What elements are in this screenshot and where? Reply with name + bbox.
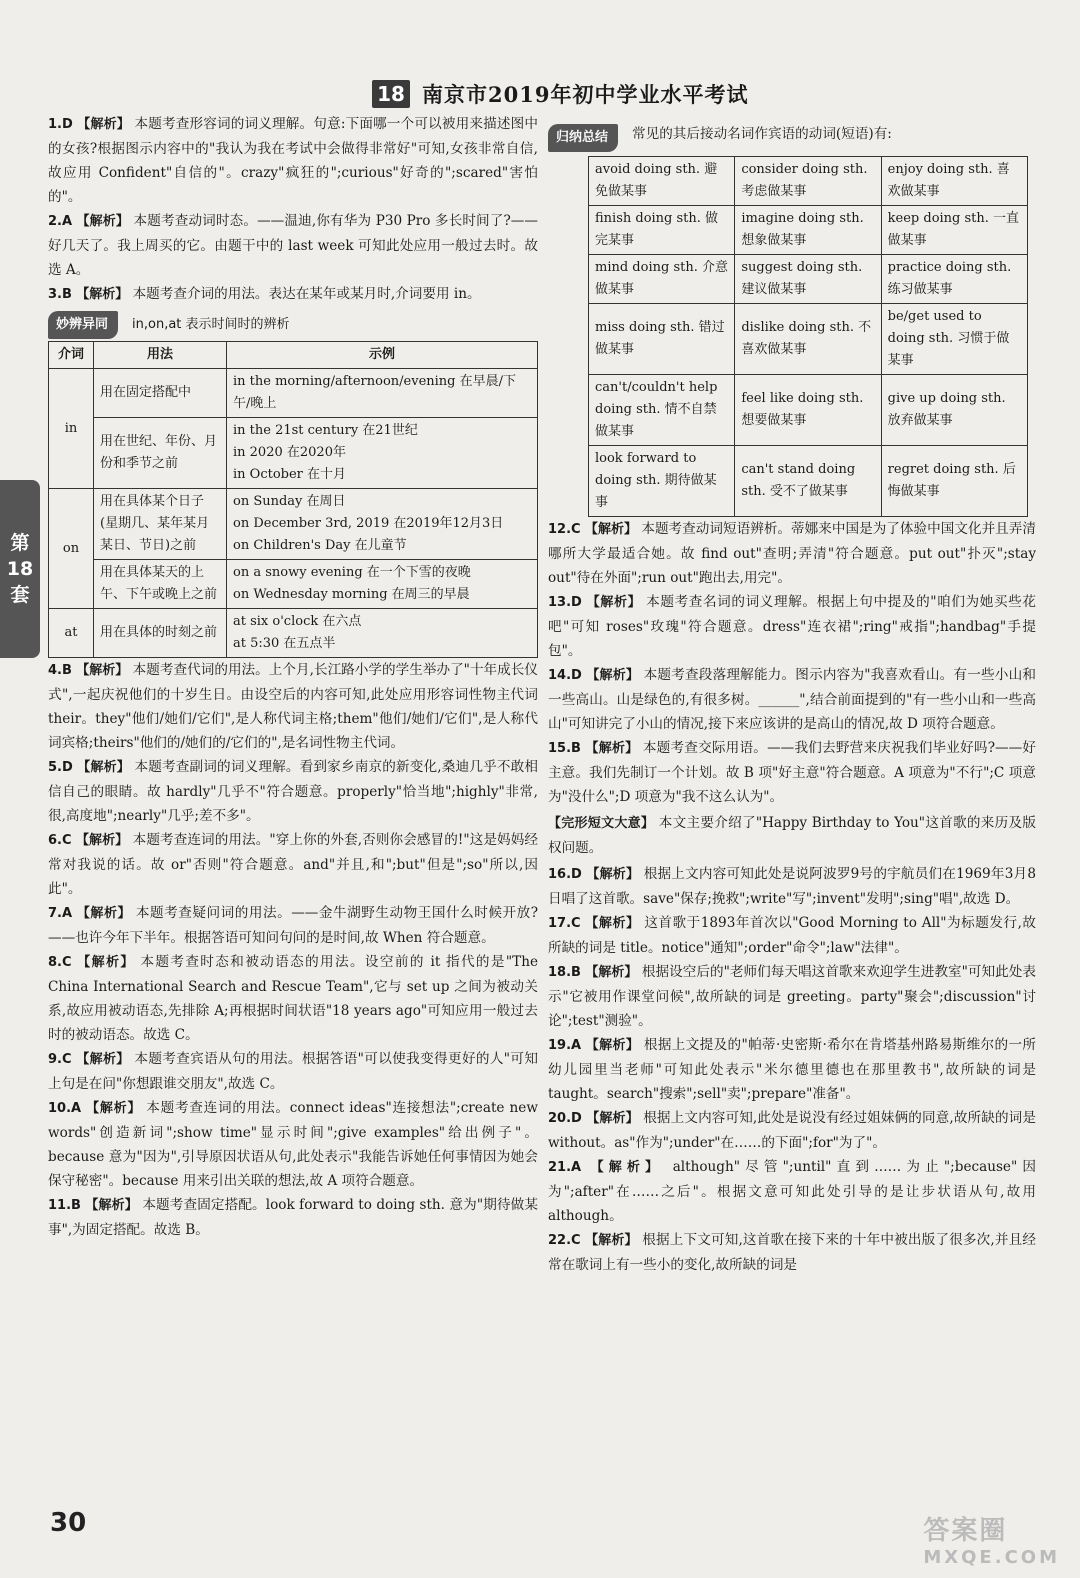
compare-pill: 妙辨异同: [48, 311, 118, 339]
analysis-tag: 【解析】: [77, 117, 130, 132]
prep-header-example: 示例: [227, 342, 538, 369]
example-cell: in the 21st century 在21世纪 in 2020 在2020年 in October 在十月: [227, 418, 538, 489]
question-number: 3.B: [48, 287, 72, 302]
verb-cell: feel like doing sth. 想要做某事: [735, 375, 881, 446]
verb-cell: dislike doing sth. 不喜欢做某事: [735, 304, 881, 375]
analysis-tag: 【解析】: [85, 1198, 138, 1213]
prep-row: [49, 369, 538, 418]
prep-table-header: [49, 342, 538, 369]
analysis-tag: 【解析】: [76, 906, 132, 921]
analysis-text: 本题考查疑问词的用法。——金牛湖野生动物王国什么时候开放?——也许今年下半年。根据答语可知问句问的是时间,故 When 符合题意。: [48, 905, 538, 946]
analysis-text: 根据上下文可知,这首歌在接下来的十年中被出版了很多次,并且经常在歌词上有一些小的变化,故所缺的词是: [548, 1232, 1036, 1273]
analysis-text: 这首歌于1893年首次以"Good Morning to All"为标题发行,故所缺的词是 title。notice"通知";order"命令";law"法律"。: [548, 915, 1036, 956]
answer-item: [548, 517, 1036, 590]
usage-cell: 用在具体的时刻之前: [94, 609, 227, 658]
question-number: 9.C: [48, 1052, 72, 1067]
analysis-text: 本题考查固定搭配。look forward to doing sth. 意为"期待做某事",为固定搭配。故选 B。: [48, 1197, 538, 1238]
verb-cell: avoid doing sth. 避免做某事: [589, 157, 735, 206]
verb-cell: suggest doing sth. 建议做某事: [735, 255, 881, 304]
analysis-text: 本题考查动词短语辨析。蒂娜来中国是为了体验中国文化并且弄清哪所大学最适合她。故 find out"查明;弄清"符合题意。put out"扑灭";stay out"待在外面";run out"跑出去,用完"。: [548, 521, 1036, 586]
side-tab-line1: 第: [10, 532, 30, 554]
set-number-badge: 18: [372, 80, 410, 108]
analysis-tag: 【解析】: [585, 1038, 640, 1053]
answer-item: [48, 1193, 538, 1242]
analysis-text: 本题考查动词时态。——温迪,你有华为 P30 Pro 多长时间了?——好几天了。我上周买的它。由题干中的 last week 可知此处应用一般过去时。故选 A。: [48, 213, 538, 278]
verb-cell: look forward to doing sth. 期待做某事: [589, 446, 735, 517]
answer-item: [48, 950, 538, 1047]
analysis-tag: 【解析】: [586, 595, 642, 610]
analysis-tag: 【解析】: [586, 1111, 639, 1126]
question-number: 22.C: [548, 1233, 581, 1248]
answer-item: [548, 590, 1036, 663]
analysis-tag: 【解析】: [585, 916, 640, 931]
summary-intro: 常见的其后接动名词作宾语的动词(短语)有:: [632, 126, 892, 142]
analysis-tag: 【解析】: [86, 1101, 142, 1116]
prep-row: [49, 489, 538, 560]
answer-item: [548, 960, 1036, 1033]
verb-cell: finish doing sth. 做完某事: [589, 206, 735, 255]
verb-cell: mind doing sth. 介意做某事: [589, 255, 735, 304]
compare-caption: in,on,at 表示时间时的辨析: [132, 317, 290, 332]
answer-item: [548, 736, 1036, 809]
verb-cell: consider doing sth. 考虑做某事: [735, 157, 881, 206]
analysis-tag: 【解析】: [585, 965, 638, 980]
analysis-text: 本题考查交际用语。——我们去野营来庆祝我们毕业好吗?——好主意。我们先制订一个计划。故 B 项"好主意"符合题意。A 项意为"不行";C 项意为"没什么";D 项意为"我不这么认为"。: [548, 740, 1036, 805]
passage-label: 【完形短文大意】: [548, 816, 655, 831]
analysis-text: 本题考查连词的用法。connect ideas"连接想法";create new words"创造新词";show time"显示时间";give examples"给出例子"。because 意为"因为",引导原因状语从句,此处表示"我能告诉她任何事情因为她会保守秘密"。because 用来引出关联的想法,故 A 项符合题意。: [48, 1100, 538, 1189]
watermark-sub: MXQE.COM: [923, 1547, 1060, 1568]
verb-cell: can't stand doing sth. 受不了做某事: [735, 446, 881, 517]
left-column: [48, 112, 538, 1242]
analysis-tag: 【解析】: [586, 867, 640, 882]
question-number: 19.A: [548, 1038, 582, 1053]
analysis-text: 本题考查名词的词义理解。根据上句中提及的"咱们为她买些花吧"可知 roses"玫瑰"符合题意。dress"连衣裙";ring"戒指";handbag"手提包"。: [548, 594, 1036, 659]
question-number: 1.D: [48, 117, 73, 132]
question-number: 10.A: [48, 1101, 82, 1116]
right-items-b: [548, 862, 1036, 1277]
verb-row: [589, 375, 1028, 446]
question-number: 15.B: [548, 741, 581, 756]
verb-row: [589, 304, 1028, 375]
question-number: 18.B: [548, 965, 581, 980]
analysis-text: 根据上文内容可知,此处是说没有经过姐妹俩的同意,故所缺的词是 without。as"作为";under"在……的下面";for"为了"。: [548, 1110, 1036, 1151]
answer-item: [48, 828, 538, 901]
question-number: 4.B: [48, 663, 72, 678]
verb-row: [589, 206, 1028, 255]
prep-cell: at: [49, 609, 94, 658]
analysis-text: 根据设空后的"老师们每天唱这首歌来欢迎学生进教室"可知此处表示"它被用作课堂问候",故所缺的词是 greeting。party"聚会";discussion"讨论";test"测验"。: [548, 964, 1036, 1029]
passage-summary: [548, 811, 1036, 860]
example-cell: in the morning/afternoon/evening 在早晨/下午/晚上: [227, 369, 538, 418]
question-number: 11.B: [48, 1198, 81, 1213]
verb-row: [589, 157, 1028, 206]
prep-cell: on: [49, 489, 94, 609]
usage-cell: 用在固定搭配中: [94, 369, 227, 418]
question-number: 8.C: [48, 955, 72, 970]
analysis-text: although"尽管";until"直到……为止";because"因为";after"在……之后"。根据文意可知此处引导的是让步状语从句,故用 although。: [548, 1159, 1036, 1224]
analysis-text: 根据上文提及的"帕蒂·史密斯·希尔在肯塔基州路易斯维尔的一所幼儿园里当老师"可知此处表示"米尔德里德也在那里教书",故所缺的词是 taught。search"搜索";sell"卖";prepare"准备"。: [548, 1037, 1036, 1102]
verb-cell: keep doing sth. 一直做某事: [881, 206, 1027, 255]
page-number: 30: [50, 1508, 87, 1538]
question-number: 12.C: [548, 522, 581, 537]
right-items-a: [548, 517, 1036, 809]
answer-item: [548, 1155, 1036, 1228]
prep-table: [48, 341, 538, 658]
answer-item: [48, 901, 538, 950]
analysis-tag: 【解析】: [586, 668, 640, 683]
example-cell: on Sunday 在周日 on December 3rd, 2019 在2019年12月3日 on Children's Day 在儿童节: [227, 489, 538, 560]
question-number: 20.D: [548, 1111, 582, 1126]
verb-cell: practice doing sth. 练习做某事: [881, 255, 1027, 304]
verb-cell: enjoy doing sth. 喜欢做某事: [881, 157, 1027, 206]
answer-item: [548, 1228, 1036, 1277]
question-number: 14.D: [548, 668, 582, 683]
prep-header-prep: 介词: [49, 342, 94, 369]
page-title: 南京市2019年初中学业水平考试: [422, 82, 749, 107]
analysis-tag: 【解析】: [77, 955, 135, 970]
compare-section-label: [48, 311, 538, 339]
analysis-tag: 【解析】: [585, 1233, 638, 1248]
verb-cell: be/get used to doing sth. 习惯于做某事: [881, 304, 1027, 375]
analysis-text: 本题考查时态和被动语态的用法。设空前的 it 指代的是"The China International Search and Rescue Team",它与 set up 之间为被动关系,故应用被动语态,先排除 A;再根据时间状语"18 years ago"可知应用一般过去时的被动语态。故选 C。: [48, 954, 538, 1043]
usage-cell: 用在世纪、年份、月份和季节之前: [94, 418, 227, 489]
analysis-tag: 【解析】: [75, 833, 129, 848]
verb-cell: regret doing sth. 后悔做某事: [881, 446, 1027, 517]
usage-cell: 用在具体某天的上午、下午或晚上之前: [94, 560, 227, 609]
answer-item: [48, 1096, 538, 1193]
analysis-text: 本题考查连词的用法。"穿上你的外套,否则你会感冒的!"这是妈妈经常对我说的话。故 or"否则"符合题意。and"并且,和";but"但是";so"所以,因此"。: [48, 832, 538, 897]
answer-item: [548, 911, 1036, 960]
answer-item: [48, 658, 538, 755]
question-number: 21.A: [548, 1160, 582, 1175]
verb-cell: can't/couldn't help doing sth. 情不自禁做某事: [589, 375, 735, 446]
prep-row: [49, 609, 538, 658]
site-watermark: [923, 1510, 1060, 1568]
question-number: 2.A: [48, 214, 73, 229]
verb-cell: give up doing sth. 放弃做某事: [881, 375, 1027, 446]
answer-item: [548, 1033, 1036, 1106]
summary-section-label: [548, 122, 1036, 152]
answer-item: [548, 663, 1036, 736]
example-cell: on a snowy evening 在一个下雪的夜晚 on Wednesday morning 在周三的早晨: [227, 560, 538, 609]
analysis-tag: 【解析】: [590, 1160, 664, 1175]
left-items-bottom: [48, 658, 538, 1242]
analysis-text: 本题考查形容词的词义理解。句意:下面哪一个可以被用来描述图中的女孩?根据图示内容中的"我认为我在考试中会做得非常好"可知,女孩非常自信,故应用 Confident"自信的"。crazy"疯狂的";curious"好奇的";scared"害怕的"。: [48, 116, 539, 205]
left-items-top: [48, 112, 538, 307]
analysis-text: 本题考查副词的词义理解。看到家乡南京的新变化,桑迪几乎不敢相信自己的眼睛。故 hardly"几乎不"符合题意。properly"恰当地";highly"非常,很,高度地";nearly"几乎;差不多"。: [48, 759, 538, 824]
verb-table: [588, 156, 1028, 517]
analysis-text: 根据上文内容可知此处是说阿波罗9号的宇航员们在1969年3月8日唱了这首歌。save"保存;挽救";write"写";invent"发明";sing"唱",故选 D。: [548, 866, 1036, 907]
question-number: 17.C: [548, 916, 581, 931]
watermark-main: 答案圈: [923, 1516, 1008, 1546]
analysis-text: 本题考查介词的用法。表达在某年或某月时,介词要用 in。: [132, 286, 481, 302]
question-number: 16.D: [548, 867, 582, 882]
verb-row: [589, 446, 1028, 517]
side-tab-line2: 18: [6, 558, 34, 580]
analysis-tag: 【解析】: [585, 741, 639, 756]
answer-item: [48, 282, 538, 307]
question-number: 5.D: [48, 760, 73, 775]
side-tab: [0, 480, 40, 658]
prep-row: [49, 418, 538, 489]
analysis-tag: 【解析】: [584, 522, 637, 537]
analysis-text: 本题考查代词的用法。上个月,长江路小学的学生举办了"十年成长仪式",一起庆祝他们的十岁生日。由设空后的内容可知,此处应用形容词性物主代词 their。they"他们/她们/它们",是人称代词主格;them"他们/她们/它们",是人称代词宾格;theirs"他们的/她们的/它们的",是名词性物主代词。: [48, 662, 538, 751]
example-cell: at six o'clock 在六点 at 5:30 在五点半: [227, 609, 538, 658]
page-header: [372, 74, 792, 114]
passage-text: 本文主要介绍了"Happy Birthday to You"这首歌的来历及版权问题。: [548, 815, 1036, 856]
verb-cell: imagine doing sth. 想象做某事: [735, 206, 881, 255]
analysis-tag: 【解析】: [76, 214, 130, 229]
analysis-tag: 【解析】: [77, 760, 130, 775]
verb-row: [589, 255, 1028, 304]
analysis-text: 本题考查段落理解能力。图示内容为"我喜欢看山。有一些小山和一些高山。山是绿色的,有很多树。______",结合前面提到的"有一些小山和一些高山"可知讲完了小山的情况,接下来应该讲的是高山的情况,故 D 项符合题意。: [548, 667, 1036, 732]
right-column: [548, 112, 1036, 1277]
answer-item: [48, 209, 538, 282]
answer-item: [548, 1106, 1036, 1155]
question-number: 6.C: [48, 833, 72, 848]
analysis-tag: 【解析】: [76, 1052, 130, 1067]
analysis-tag: 【解析】: [76, 287, 129, 302]
prep-row: [49, 560, 538, 609]
analysis-text: 本题考查宾语从句的用法。根据答语"可以使我变得更好的人"可知上句是在问"你想跟谁交朋友",故选 C。: [48, 1051, 538, 1092]
answer-item: [548, 862, 1036, 911]
question-number: 13.D: [548, 595, 582, 610]
prep-header-usage: 用法: [94, 342, 227, 369]
summary-pill: 归纳总结: [548, 124, 618, 152]
analysis-tag: 【解析】: [76, 663, 129, 678]
question-number: 7.A: [48, 906, 73, 921]
usage-cell: 用在具体某个日子(星期几、某年某月某日、节日)之前: [94, 489, 227, 560]
answer-item: [48, 1047, 538, 1096]
verb-cell: miss doing sth. 错过做某事: [589, 304, 735, 375]
prep-cell: in: [49, 369, 94, 489]
answer-item: [48, 755, 538, 828]
answer-item: [48, 112, 538, 209]
side-tab-line3: 套: [10, 584, 30, 606]
